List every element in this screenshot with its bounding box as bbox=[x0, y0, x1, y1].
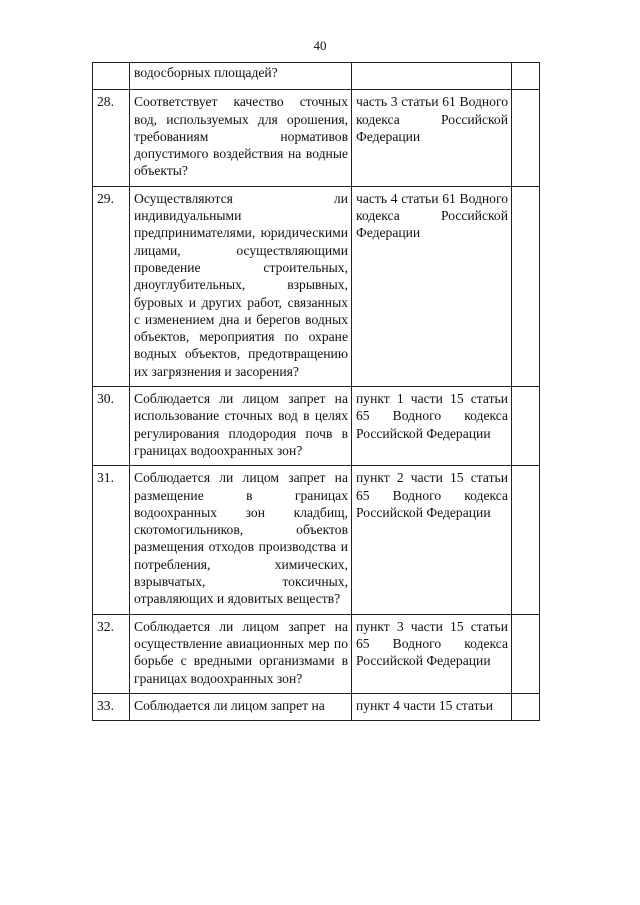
question-cell: Соблюдается ли лицом запрет на размещение в границах водоохранных зон кладбищ, скотомогильников, объектов размещения отходов производства и потребления, химических, взрывчатых, токсичных, отравляющих и ядовитых веществ? bbox=[130, 466, 352, 614]
table-row-33 bbox=[93, 693, 540, 720]
note-cell bbox=[512, 614, 540, 693]
row-number-cell: 31. bbox=[93, 466, 130, 614]
table-row-continued bbox=[93, 63, 540, 90]
row-number-cell: 33. bbox=[93, 693, 130, 720]
note-cell bbox=[512, 693, 540, 720]
question-cell: Соблюдается ли лицом запрет на использование сточных вод в целях регулирования плодородия почв в границах водоохранных зон? bbox=[130, 387, 352, 466]
legal-reference-cell: пункт 4 части 15 статьи bbox=[352, 693, 512, 720]
note-cell bbox=[512, 466, 540, 614]
note-cell bbox=[512, 186, 540, 386]
legal-reference-cell: пункт 1 части 15 статьи 65 Водного кодекса Российской Федерации bbox=[352, 387, 512, 466]
legal-reference-cell: часть 3 статьи 61 Водного кодекса Российской Федерации bbox=[352, 90, 512, 186]
legal-reference-cell: пункт 2 части 15 статьи 65 Водного кодекса Российской Федерации bbox=[352, 466, 512, 614]
question-cell: Соблюдается ли лицом запрет на осуществление авиационных мер по борьбе с вредными организмами в границах водоохранных зон? bbox=[130, 614, 352, 693]
page-number: 40 bbox=[313, 38, 327, 53]
table-row-29 bbox=[93, 186, 540, 386]
table-row-30 bbox=[93, 387, 540, 466]
row-number-cell: 30. bbox=[93, 387, 130, 466]
row-number-cell: 28. bbox=[93, 90, 130, 186]
note-cell bbox=[512, 387, 540, 466]
legal-reference-cell bbox=[352, 63, 512, 90]
row-number-cell: 32. bbox=[93, 614, 130, 693]
checklist-table bbox=[92, 62, 540, 721]
legal-reference-cell: часть 4 статьи 61 Водного кодекса Российской Федерации bbox=[352, 186, 512, 386]
legal-reference-cell: пункт 3 части 15 статьи 65 Водного кодекса Российской Федерации bbox=[352, 614, 512, 693]
note-cell bbox=[512, 63, 540, 90]
table-row-28 bbox=[93, 90, 540, 186]
question-cell: Соответствует качество сточных вод, используемых для орошения, требованиям нормативов допустимого воздействия на водные объекты? bbox=[130, 90, 352, 186]
table-row-32 bbox=[93, 614, 540, 693]
row-number-cell: 29. bbox=[93, 186, 130, 386]
note-cell bbox=[512, 90, 540, 186]
row-number-cell bbox=[93, 63, 130, 90]
question-cell: водосборных площадей? bbox=[130, 63, 352, 90]
question-cell: Соблюдается ли лицом запрет на bbox=[130, 693, 352, 720]
question-cell: Осуществляются ли индивидуальными предпринимателями, юридическими лицами, осуществляющими проведение строительных, дноуглубительных, взрывных, буровых и других работ, связанных с изменением дна и берегов водных объектов, мероприятия по охране водных объектов, предотвращению их загрязнения и засорения? bbox=[130, 186, 352, 386]
table-row-31 bbox=[93, 466, 540, 614]
